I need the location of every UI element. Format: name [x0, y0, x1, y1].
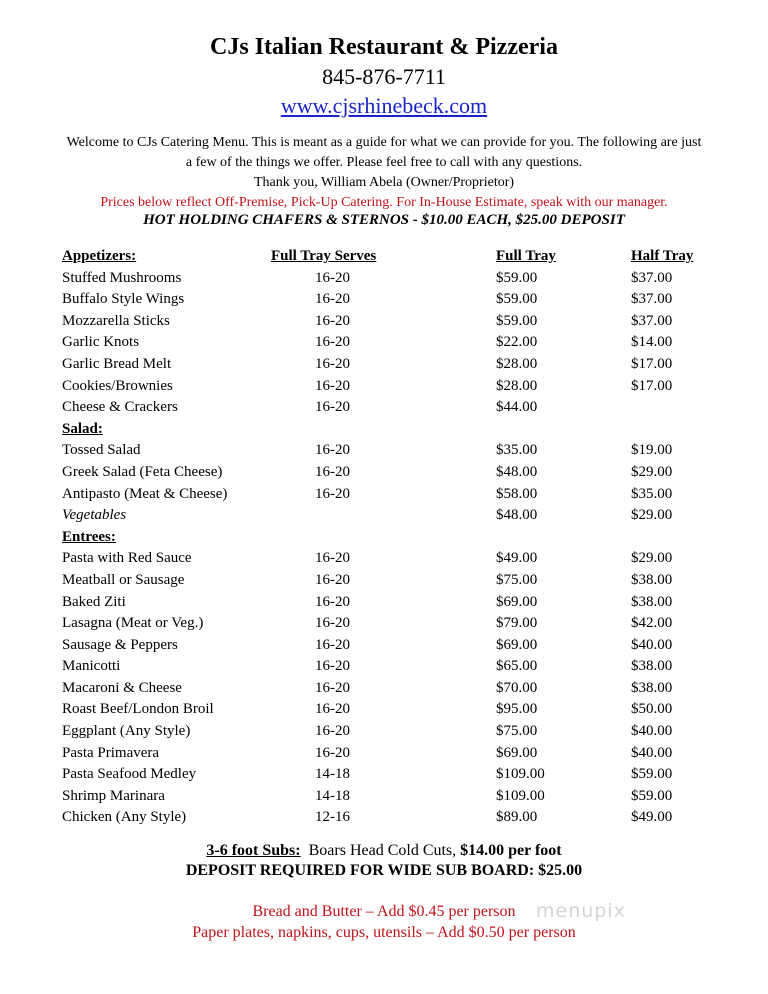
- item-name: Lasagna (Meat or Veg.): [62, 615, 204, 632]
- half-tray-price: $14.00: [631, 334, 673, 351]
- half-tray-price: $40.00: [631, 744, 673, 761]
- item-serves: 14-18: [315, 787, 350, 804]
- item-name: Entrees:: [62, 528, 116, 545]
- full-tray-price: $22.00: [496, 334, 538, 351]
- item-name: Roast Beef/London Broil: [62, 701, 214, 718]
- item-serves: 16-20: [315, 442, 350, 459]
- bread-note: Bread and Butter – Add $0.45 per person: [252, 903, 516, 920]
- item-serves: 16-20: [315, 571, 350, 588]
- menupix-watermark: menupix: [536, 900, 626, 922]
- menu-row: [62, 397, 722, 419]
- item-serves: 16-20: [315, 312, 350, 329]
- full-tray-price: $69.00: [496, 744, 538, 761]
- menu-row: [62, 786, 722, 808]
- item-name: Sausage & Peppers: [62, 636, 178, 653]
- item-serves: 16-20: [315, 593, 350, 610]
- full-tray-price: $58.00: [496, 485, 538, 502]
- full-tray-price: $28.00: [496, 355, 538, 372]
- half-tray-price: $42.00: [631, 615, 673, 632]
- half-tray-price: $37.00: [631, 291, 673, 308]
- item-serves: 16-20: [315, 291, 350, 308]
- subs-text: Boars Head Cold Cuts,: [308, 842, 457, 859]
- item-name: Vegetables: [62, 507, 127, 524]
- half-tray-price: $38.00: [631, 658, 673, 675]
- full-tray-price: $69.00: [496, 593, 538, 610]
- half-tray-price: $29.00: [631, 507, 673, 524]
- menu-row: [62, 635, 722, 657]
- half-tray-price: $38.00: [631, 571, 673, 588]
- half-tray-price: $19.00: [631, 442, 673, 459]
- menu-row: [62, 721, 722, 743]
- full-tray-price: $75.00: [496, 571, 538, 588]
- item-serves: 16-20: [315, 615, 350, 632]
- full-tray-price: $59.00: [496, 269, 538, 286]
- half-tray-price: $50.00: [631, 701, 673, 718]
- half-tray-price: $17.00: [631, 355, 673, 372]
- menu-row: [62, 592, 722, 614]
- item-serves: 16-20: [315, 377, 350, 394]
- menu-row: [62, 376, 722, 398]
- item-serves: 16-20: [315, 658, 350, 675]
- half-tray-price: $49.00: [631, 809, 673, 826]
- half-tray-price: $38.00: [631, 593, 673, 610]
- menu-row: [62, 462, 722, 484]
- full-tray-price: $59.00: [496, 312, 538, 329]
- item-name: Eggplant (Any Style): [62, 723, 191, 740]
- full-tray-price: $44.00: [496, 399, 538, 416]
- full-tray-price: $109.00: [496, 787, 545, 804]
- chafers-note: HOT HOLDING CHAFERS & STERNOS - $10.00 EACH, $25.00 DEPOSIT: [143, 212, 625, 228]
- full-tray-price: $75.00: [496, 723, 538, 740]
- half-tray-price: $40.00: [631, 723, 673, 740]
- item-serves: 16-20: [315, 355, 350, 372]
- full-tray-price: $65.00: [496, 658, 538, 675]
- menu-row: [62, 656, 722, 678]
- intro-line-2: a few of the things we offer. Please feel free to call with any questions.: [185, 155, 583, 170]
- full-tray-price: $48.00: [496, 463, 538, 480]
- full-tray-price: $69.00: [496, 636, 538, 653]
- item-name: Mozzarella Sticks: [62, 312, 170, 329]
- item-name: Greek Salad (Feta Cheese): [62, 463, 223, 480]
- menu-row: [62, 311, 722, 333]
- menu-row: [62, 613, 722, 635]
- full-tray-price: $35.00: [496, 442, 538, 459]
- item-serves: 12-16: [315, 809, 350, 826]
- half-tray-price: $59.00: [631, 787, 673, 804]
- half-tray-price: $37.00: [631, 312, 673, 329]
- item-name: Stuffed Mushrooms: [62, 269, 182, 286]
- item-name: Garlic Bread Melt: [62, 355, 172, 372]
- full-tray-price: $79.00: [496, 615, 538, 632]
- full-tray-price: $109.00: [496, 766, 545, 783]
- item-serves: 16-20: [315, 399, 350, 416]
- item-name: Pasta Primavera: [62, 744, 160, 761]
- menu-row: [62, 764, 722, 786]
- paper-note: Paper plates, napkins, cups, utensils – Add $0.50 per person: [192, 924, 576, 941]
- phone-number[interactable]: 845-876-7711: [322, 64, 446, 89]
- full-tray-price: $28.00: [496, 377, 538, 394]
- item-serves: 16-20: [315, 463, 350, 480]
- item-serves: 16-20: [315, 550, 350, 567]
- item-name: Shrimp Marinara: [62, 787, 165, 804]
- item-name: Antipasto (Meat & Cheese): [62, 485, 228, 502]
- menu-table: [62, 246, 722, 829]
- menu-row: [62, 332, 722, 354]
- menu-header-row: [62, 246, 722, 268]
- subs-line: [0, 842, 768, 860]
- half-tray-price: $29.00: [631, 463, 673, 480]
- prices-note: Prices below reflect Off-Premise, Pick-Up Catering. For In-House Estimate, speak with our manager.: [100, 195, 668, 210]
- intro-line-1: Welcome to CJs Catering Menu. This is meant as a guide for what we can provide for you. The following are just: [66, 135, 702, 150]
- menu-row: [62, 548, 722, 570]
- half-tray-price: $38.00: [631, 679, 673, 696]
- section-heading: [62, 419, 722, 441]
- menu-row: [62, 699, 722, 721]
- full-tray-price: $70.00: [496, 679, 538, 696]
- item-name: Chicken (Any Style): [62, 809, 187, 826]
- item-serves: 16-20: [315, 334, 350, 351]
- deposit-note: DEPOSIT REQUIRED FOR WIDE SUB BOARD: $25.00: [185, 862, 583, 879]
- item-serves: 16-20: [315, 744, 350, 761]
- item-name: Salad:: [62, 420, 103, 437]
- full-tray-price: $48.00: [496, 507, 538, 524]
- menu-row: [62, 570, 722, 592]
- intro-line-3: Thank you, William Abela (Owner/Proprietor): [253, 175, 515, 190]
- website-link[interactable]: www.cjsrhinebeck.com: [280, 93, 488, 118]
- menu-row: [62, 440, 722, 462]
- page-title: CJs Italian Restaurant & Pizzeria: [210, 34, 558, 60]
- column-header-full-tray: Full Tray: [496, 248, 556, 264]
- item-name: Cheese & Crackers: [62, 399, 178, 416]
- item-name: Pasta with Red Sauce: [62, 550, 192, 567]
- half-tray-price: $29.00: [631, 550, 673, 567]
- menu-row: [62, 484, 722, 506]
- item-name: Baked Ziti: [62, 593, 126, 610]
- full-tray-price: $95.00: [496, 701, 538, 718]
- menu-row: [62, 268, 722, 290]
- half-tray-price: $37.00: [631, 269, 673, 286]
- half-tray-price: $59.00: [631, 766, 673, 783]
- full-tray-price: $59.00: [496, 291, 538, 308]
- item-serves: 16-20: [315, 701, 350, 718]
- section-heading: [62, 527, 722, 549]
- full-tray-price: $49.00: [496, 550, 538, 567]
- item-serves: 16-20: [315, 269, 350, 286]
- column-header-appetizers: Appetizers:: [62, 248, 137, 264]
- menu-row: [62, 807, 722, 829]
- column-header-half-tray: Half Tray: [631, 248, 694, 264]
- menu-row: [62, 678, 722, 700]
- subs-price: $14.00 per foot: [460, 842, 562, 859]
- item-name: Manicotti: [62, 658, 121, 675]
- menu-row: [62, 505, 722, 527]
- item-name: Meatball or Sausage: [62, 571, 185, 588]
- item-serves: 14-18: [315, 766, 350, 783]
- half-tray-price: $35.00: [631, 485, 673, 502]
- item-serves: 16-20: [315, 636, 350, 653]
- item-name: Macaroni & Cheese: [62, 679, 182, 696]
- full-tray-price: $89.00: [496, 809, 538, 826]
- item-name: Cookies/Brownies: [62, 377, 173, 394]
- half-tray-price: $17.00: [631, 377, 673, 394]
- subs-label: 3-6 foot Subs:: [206, 842, 301, 859]
- item-name: Pasta Seafood Medley: [62, 766, 197, 783]
- item-serves: 16-20: [315, 723, 350, 740]
- item-name: Tossed Salad: [62, 442, 141, 459]
- item-name: Garlic Knots: [62, 334, 140, 351]
- menu-row: [62, 743, 722, 765]
- menu-row: [62, 289, 722, 311]
- item-name: Buffalo Style Wings: [62, 291, 185, 308]
- menu-row: [62, 354, 722, 376]
- item-serves: 16-20: [315, 679, 350, 696]
- column-header-serves: Full Tray Serves: [271, 248, 377, 264]
- item-serves: 16-20: [315, 485, 350, 502]
- half-tray-price: $40.00: [631, 636, 673, 653]
